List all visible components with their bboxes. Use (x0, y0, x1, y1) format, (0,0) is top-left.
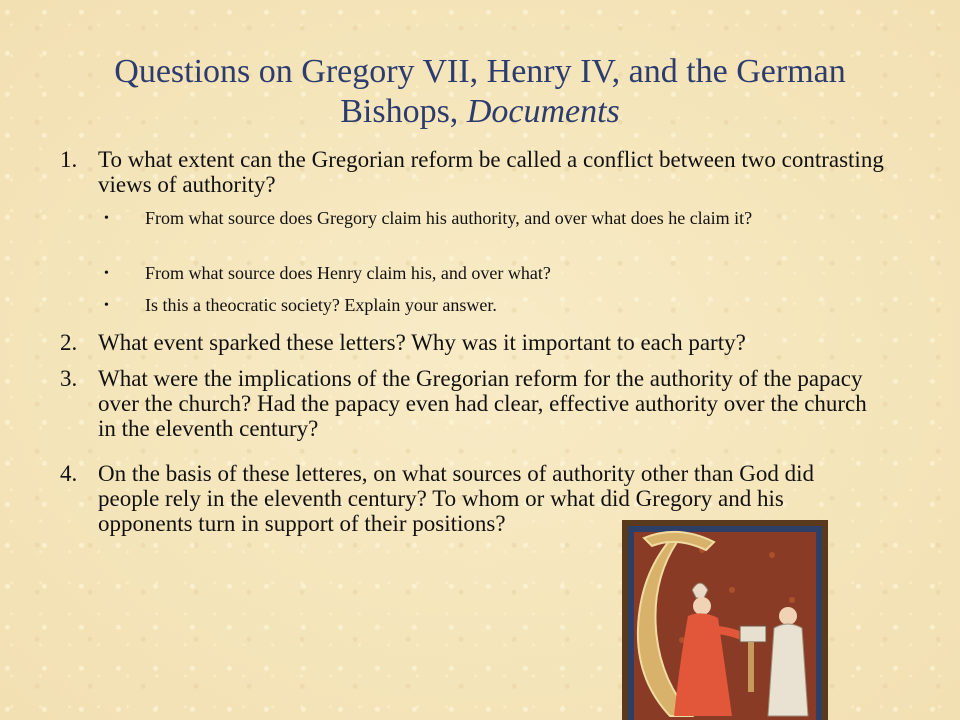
question-number: 3. (60, 366, 78, 391)
question-text: What were the implications of the Gregorian reform for the authority of the papacy over the church? Had the papacy even had clear, effective authority over the church in the eleventh century? (98, 366, 867, 441)
bullet-icon: • (104, 211, 109, 226)
question-1 (60, 147, 890, 197)
title-italic: Documents (466, 93, 620, 130)
bullet-text: From what source does Henry claim his, and over what? (145, 263, 551, 283)
question-2 (60, 330, 890, 355)
title-main: Questions on Gregory VII, Henry IV, and the German Bishops, (114, 53, 846, 130)
question-number: 2. (60, 330, 78, 355)
question-text: What event sparked these letters? Why was it important to each party? (98, 330, 746, 355)
bullet-item (104, 207, 904, 230)
illuminated-initial-image (622, 520, 828, 720)
question-number: 4. (60, 461, 78, 486)
question-text: To what extent can the Gregorian reform be called a conflict between two contrasting views of authority? (98, 147, 884, 197)
question-number: 1. (60, 147, 78, 172)
bullet-text: From what source does Gregory claim his authority, and over what does he claim it? (145, 208, 753, 228)
bullet-item (104, 262, 904, 285)
bullet-icon: • (104, 266, 109, 281)
question-3 (60, 366, 890, 441)
bullet-item (104, 294, 904, 317)
question-text: On the basis of these letteres, on what sources of authority other than God did people rely in the eleventh century? To whom or what did Gregory and his opponents turn in support of their positions? (98, 461, 815, 536)
bullet-icon: • (104, 298, 109, 313)
bullet-text: Is this a theocratic society? Explain your answer. (145, 295, 497, 315)
